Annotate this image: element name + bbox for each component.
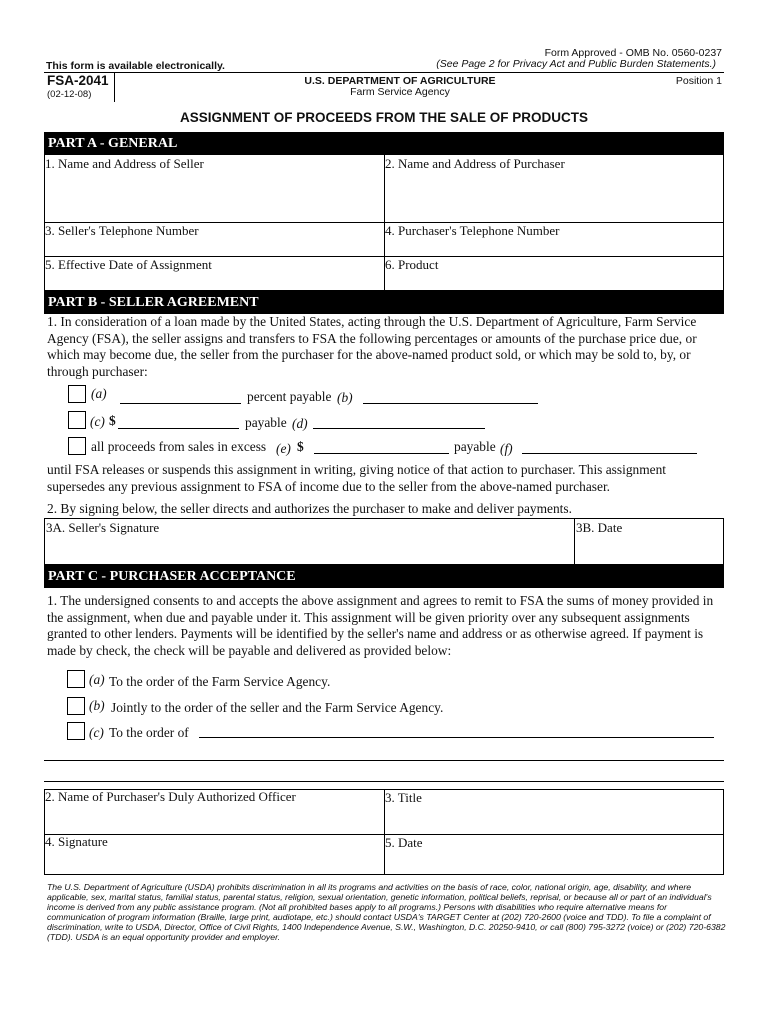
payable-label-f: payable [454, 439, 496, 454]
officer-name-field[interactable]: 2. Name of Purchaser's Duly Authorized Officer [45, 789, 296, 804]
excess-amount-line[interactable] [314, 453, 449, 454]
payable-label-d: payable [245, 415, 287, 430]
availability-note: This form is available electronically. [46, 60, 225, 72]
seller-phone-field[interactable]: 3. Seller's Telephone Number [45, 223, 199, 238]
checkbox-pay-fsa[interactable] [67, 670, 85, 688]
checkbox-all-proceeds[interactable] [68, 437, 86, 455]
amount-payable-to-line[interactable] [313, 428, 485, 429]
seller-signature-date-field[interactable]: 3B. Date [576, 520, 623, 535]
pay-to-order-label: To the order of [109, 725, 189, 740]
officer-grid-divider-h [44, 834, 724, 835]
option-e-label: (e) [276, 441, 291, 456]
percent-payable-label: percent payable [247, 389, 332, 404]
form-date: (02-12-08) [47, 89, 92, 100]
option-b-label: (b) [337, 390, 353, 405]
purchaser-name-address-field[interactable]: 2. Name and Address of Purchaser [385, 156, 565, 171]
department-name: U.S. DEPARTMENT OF AGRICULTURE [304, 75, 496, 87]
part-a-heading: PART A - GENERAL [44, 132, 724, 155]
part-b-paragraph-2: 2. By signing below, the seller directs and authorizes the purchaser to make and deliver payments. [47, 501, 572, 516]
pay-to-order-extra-line-1[interactable] [44, 760, 724, 761]
part-b-until-paragraph: until FSA releases or suspends this assignment in writing, giving notice of that action to purchaser. This assignment supersedes any previous assignment to FSA of income due to the seller from the above-named purchaser. [47, 462, 666, 494]
all-proceeds-label: all proceeds from sales in excess [91, 439, 267, 454]
effective-date-field[interactable]: 5. Effective Date of Assignment [45, 257, 212, 272]
checkbox-amount-payable[interactable] [68, 411, 86, 429]
option-f-label: (f) [500, 441, 513, 456]
purchaser-phone-field[interactable]: 4. Purchaser's Telephone Number [385, 223, 560, 238]
dollar-sign-e: $ [297, 439, 304, 454]
form-number: FSA-2041 [47, 73, 109, 88]
seller-name-address-field[interactable]: 1. Name and Address of Seller [45, 156, 204, 171]
amount-input-line[interactable] [118, 428, 239, 429]
position-label: Position 1 [675, 75, 722, 87]
option-d-label: (d) [292, 416, 308, 431]
option-c-b-label: (b) [89, 698, 105, 713]
option-c-c-label: (c) [89, 725, 104, 740]
part-c-heading: PART C - PURCHASER ACCEPTANCE [44, 565, 724, 588]
seller-signature-field[interactable]: 3A. Seller's Signature [46, 520, 160, 535]
pay-to-order-extra-line-2[interactable] [44, 781, 724, 782]
product-field[interactable]: 6. Product [385, 257, 439, 272]
officer-date-field[interactable]: 5. Date [385, 835, 423, 850]
agency-name: Farm Service Agency [350, 86, 450, 98]
form-omb-number: Form Approved - OMB No. 0560-0237 [544, 47, 722, 59]
dollar-sign-c: $ [109, 413, 116, 428]
form-title: ASSIGNMENT OF PROCEEDS FROM THE SALE OF PRODUCTS [179, 110, 589, 125]
checkbox-pay-jointly[interactable] [67, 697, 85, 715]
part-c-paragraph-1: 1. The undersigned consents to and accepts the above assignment and agrees to remit to FSA the sums of money provided in the assignment, when due and payable under it. This assignment will be given priority over any subsequent assignments granted to other lenders. Payments will be identified by the seller's name and address or as otherwise agreed. If payment is made by check, the check will be payable and delivered as provided below: [47, 593, 714, 658]
option-c-a-label: (a) [89, 672, 105, 687]
excess-payable-to-line[interactable] [522, 453, 697, 454]
nondiscrimination-notice: The U.S. Department of Agriculture (USDA) prohibits discrimination in all its programs and activities on the basis of race, color, national origin, age, disability, and where applicable, sex, marital status, familial status, parental status, religion, sexual orientation, genetic information, political beliefs, reprisal, or because all or part of an individual's income is derived from any public assistance program. (Not all prohibited bases apply to all programs.) Persons with disabilities who require alternative means for communication of program information (Braille, large print, audiotape, etc.) should contact USDA's TARGET Center at (202) 720-2600 (voice and TDD). To file a complaint of discrimination, write to USDA, Director, Office of Civil Rights, 1400 Independence Avenue, S.W., Washington, D.C. 20250-9410, or call (800) 795-3272 (voice) or (202) 720-6382 (TDD). USDA is an equal opportunity provider and employer. [47, 882, 726, 942]
percent-input-line[interactable] [120, 403, 241, 404]
pay-jointly-label: Jointly to the order of the seller and the Farm Service Agency. [111, 700, 444, 715]
option-a-label: (a) [91, 386, 107, 401]
privacy-note: (See Page 2 for Privacy Act and Public Burden Statements.) [436, 58, 716, 70]
percent-payable-to-line[interactable] [363, 403, 538, 404]
option-c-label: (c) [90, 414, 105, 429]
pay-fsa-label: To the order of the Farm Service Agency. [109, 674, 331, 689]
part-b-heading: PART B - SELLER AGREEMENT [44, 291, 724, 314]
part-b-paragraph-1: 1. In consideration of a loan made by the United States, acting through the U.S. Department of Agriculture, Farm Service Agency (FSA), the seller assigns and transfers to FSA the following percentages or amounts of the purchase price due, or which may become due, the seller from the purchaser for the above-named product sold, or which may be sold to, by, or through purchaser: [47, 314, 697, 379]
pay-to-order-line[interactable] [199, 737, 714, 738]
officer-title-field[interactable]: 3. Title [385, 790, 422, 805]
officer-signature-field[interactable]: 4. Signature [45, 834, 108, 849]
form-header-divider [44, 72, 724, 73]
checkbox-percent-payable[interactable] [68, 385, 86, 403]
checkbox-pay-to-order[interactable] [67, 722, 85, 740]
signature-date-divider [574, 518, 575, 565]
